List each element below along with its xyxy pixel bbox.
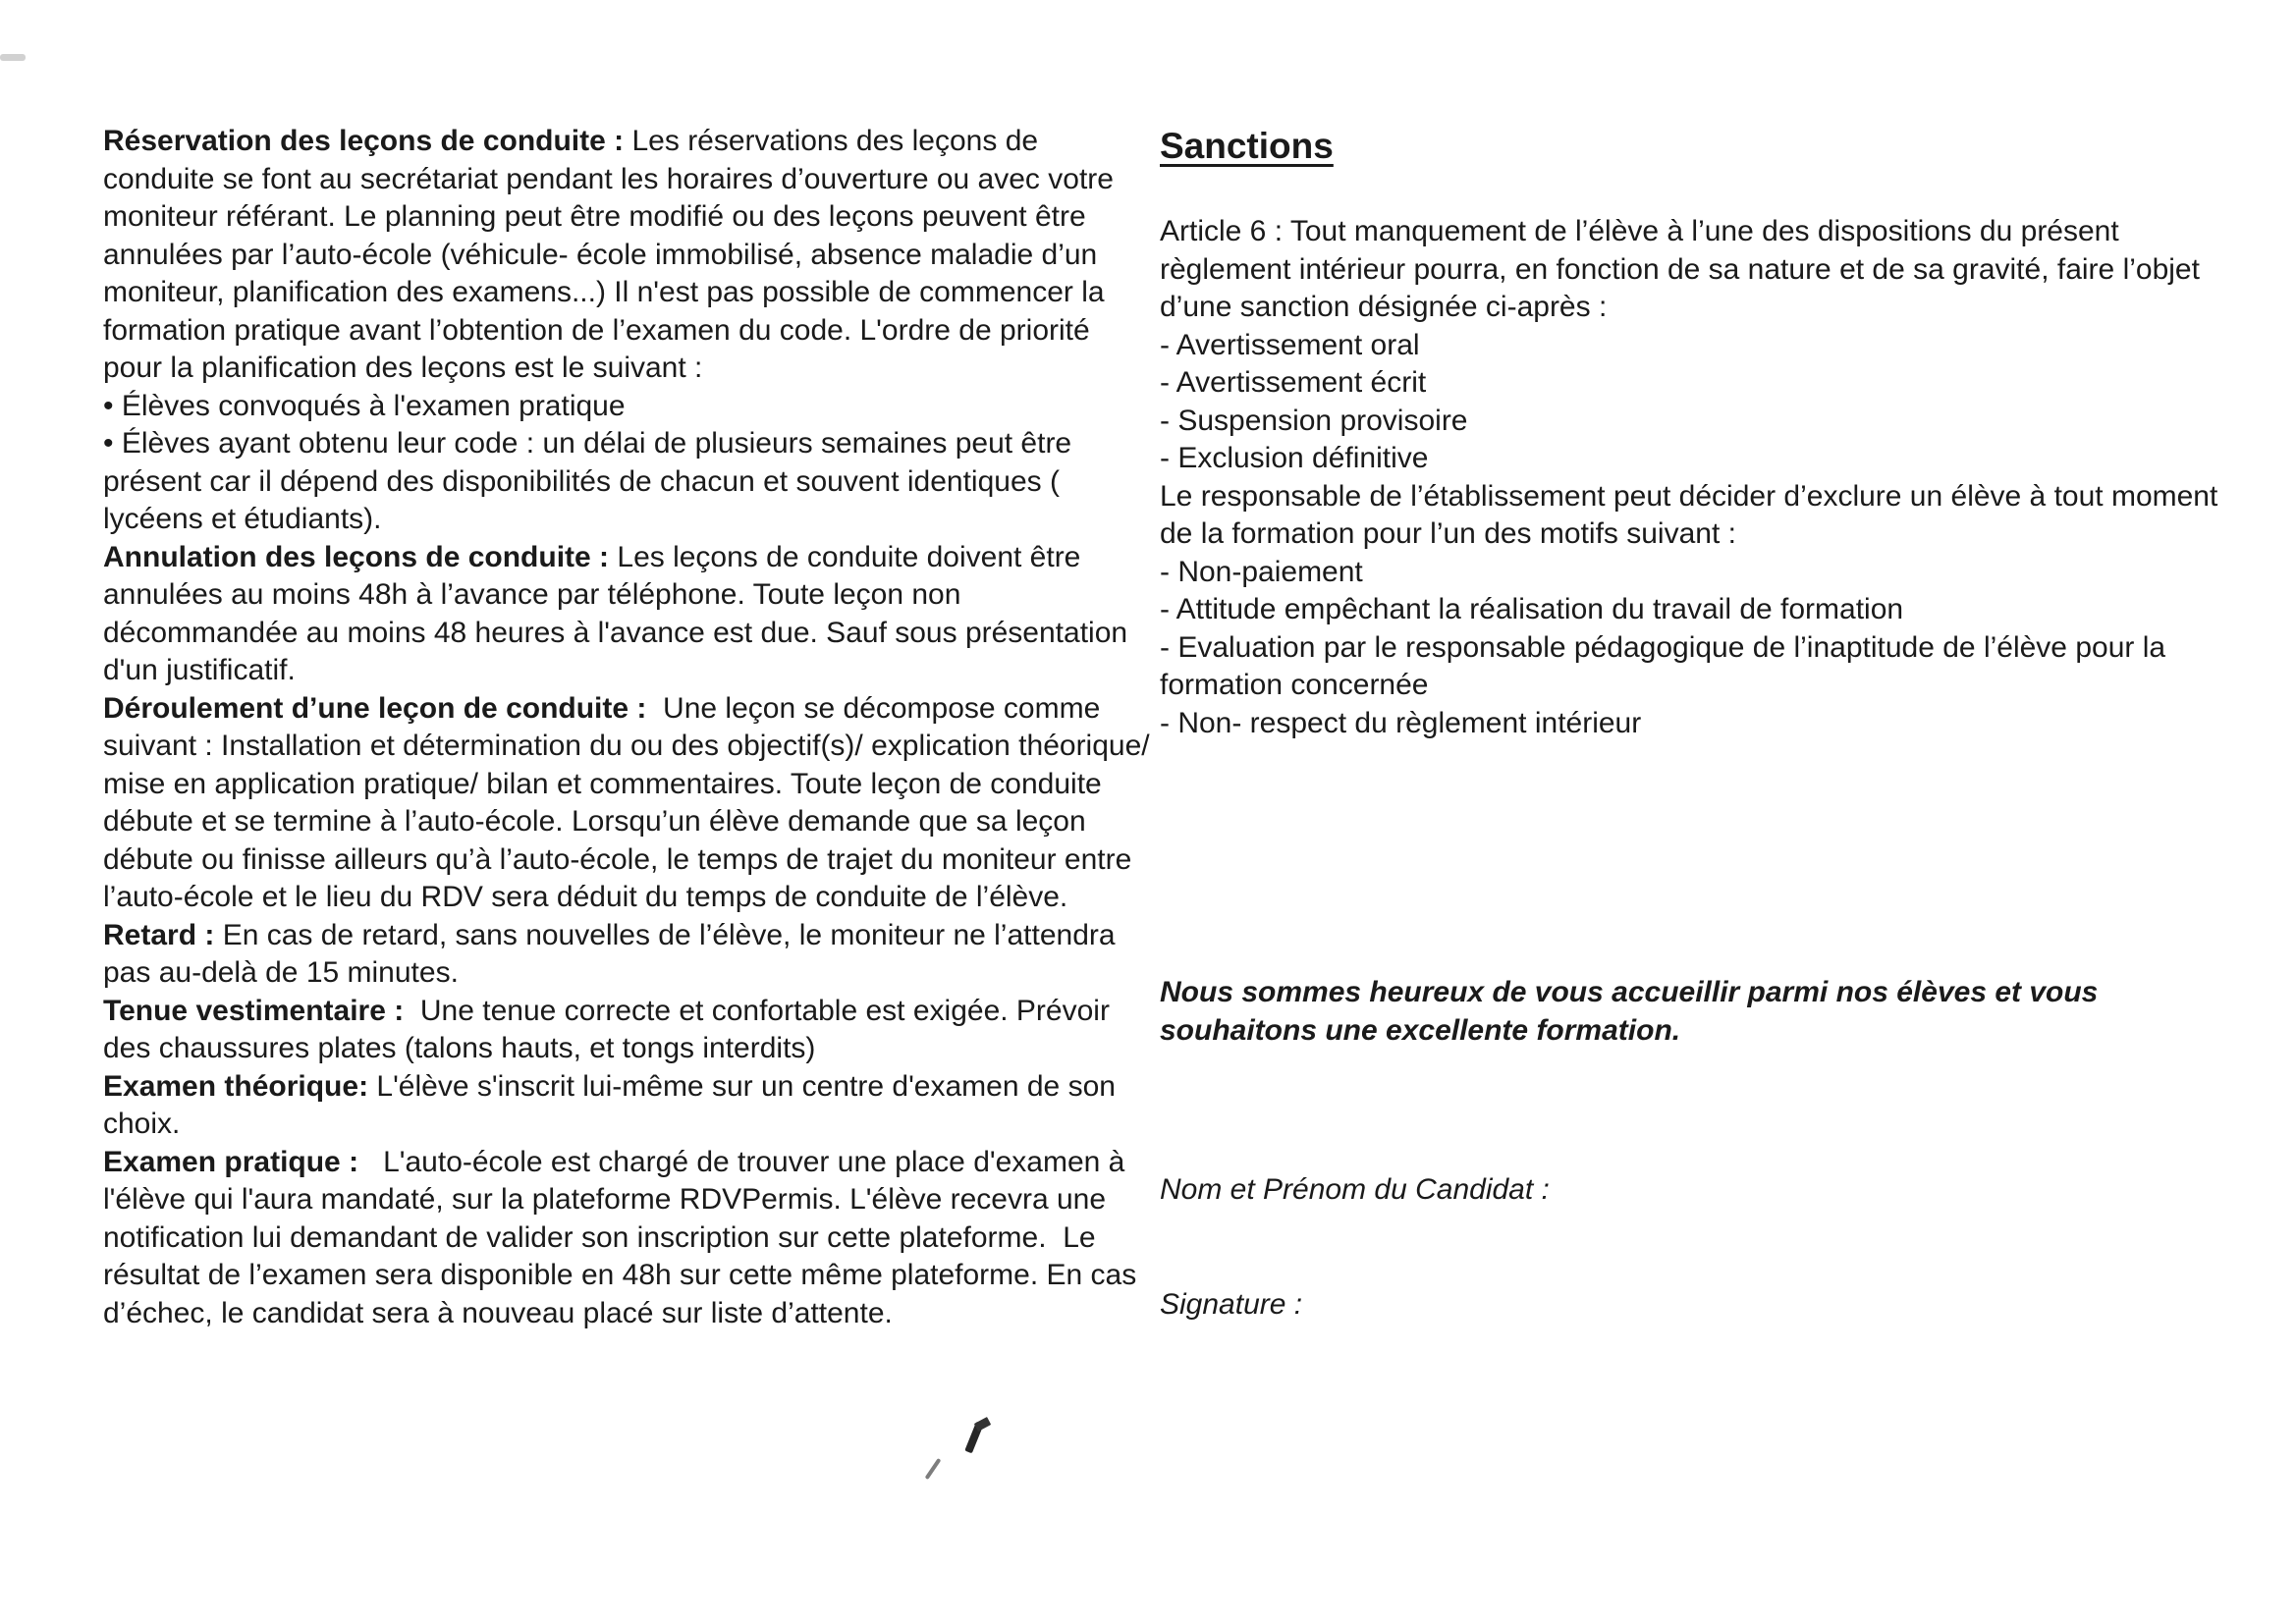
closing-statement: Nous sommes heureux de vous accueillir parmi nos élèves et vous souhaitons une excellente formation.: [1160, 976, 2106, 1047]
sanction-item-exclusion: - Exclusion définitive: [1160, 442, 1429, 474]
sanctions-heading: Sanctions: [1160, 126, 1334, 166]
paragraph-article-6: Article 6 : Tout manquement de l’élève à l’une des dispositions du présent règlement intérieur pourra, en fonction de sa nature et de sa gravité, faire l’objet d’une sanction désignée ci-après :: [1160, 215, 2209, 323]
paragraph-exclusion: Le responsable de l’établissement peut décider d’exclure un élève à tout moment de la formation pour l’un des motifs suivant :: [1160, 479, 2226, 550]
paragraph-annulation: [103, 539, 1154, 690]
paragraph-examen-pratique: [103, 1144, 1154, 1333]
motif-item-non-paiement: - Non-paiement: [1160, 555, 1363, 588]
ink-mark-flag: [974, 1417, 991, 1432]
ink-mark-small: [925, 1458, 942, 1480]
paragraph-examen-pratique-text: L'auto-école est chargé de trouver une place d'examen à l'élève qui l'aura mandaté, sur la plateforme RDVPermis. L'élève recevra une notification lui demandant de valider son inscription sur cette plateforme. Le résultat de l’examen sera disponible en 48h sur cette même plateforme. En cas d’échec, le candidat sera à nouveau placé sur liste d’attente.: [103, 1145, 1145, 1329]
paragraph-deroulement-label: Déroulement d’une leçon de conduite :: [103, 691, 647, 725]
paragraph-examen-theorique: [103, 1068, 1154, 1144]
paragraph-reservation: [103, 123, 1154, 388]
paragraph-reservation-label: Réservation des leçons de conduite :: [103, 125, 625, 157]
sanction-item-ecrit: - Avertissement écrit: [1160, 366, 1427, 399]
sanction-item-suspension: - Suspension provisoire: [1160, 404, 1468, 437]
paragraph-reservation-text: Les réservations des leçons de conduite se font au secrétariat pendant les horaires d’ouverture ou avec votre moniteur référant. Le planning peut être modifié ou des leçons peuvent être annulées par l’auto-école (véhicule- école immobilisé, absence maladie d’un moniteur, planification des examens...) Il n'est pas possible de commencer la formation pratique avant l’obtention de l’examen du code. L'ordre de priorité pour la planification des leçons est le suivant :: [103, 125, 1122, 384]
motif-item-evaluation: - Evaluation par le responsable pédagogique de l’inaptitude de l’élève pour la formation concernée: [1160, 630, 2174, 701]
motif-item-non-respect: - Non- respect du règlement intérieur: [1160, 706, 1642, 739]
paragraph-retard-label: Retard :: [103, 918, 215, 951]
paragraph-retard-text: En cas de retard, sans nouvelles de l’élève, le moniteur ne l’attendra pas au-delà de 15 minutes.: [103, 918, 1123, 989]
left-column: [103, 123, 1158, 1332]
paragraph-tenue: [103, 993, 1154, 1068]
sanction-item-oral: - Avertissement oral: [1160, 328, 1420, 361]
paragraph-examen-theorique-text: L'élève s'inscrit lui-même sur un centre d'examen de son choix.: [103, 1069, 1124, 1140]
bullet-eleves-convoques-text: • Élèves convoqués à l'examen pratique: [103, 389, 626, 422]
paragraph-deroulement: [103, 690, 1158, 917]
scan-artifact-top-left: [0, 54, 26, 61]
candidate-name-label: Nom et Prénom du Candidat :: [1160, 1173, 1550, 1206]
paragraph-deroulement-text: Une leçon se décompose comme suivant : Installation et détermination du ou des objectif(s)/ explication théorique/ mise en application pratique/ bilan et commentaires. Toute leçon de conduite débute et se termine à l’auto-école. Lorsqu’un élève demande que sa leçon débute ou finisse ailleurs qu’à l’auto-école, le temps de trajet du moniteur entre l’auto-école et le lieu du RDV sera déduit du temps de conduite de l’élève.: [103, 691, 1158, 913]
motif-item-attitude: - Attitude empêchant la réalisation du travail de formation: [1160, 593, 1904, 625]
paragraph-annulation-label: Annulation des leçons de conduite :: [103, 540, 610, 573]
paragraph-tenue-label: Tenue vestimentaire :: [103, 994, 405, 1027]
paragraph-annulation-text: Les leçons de conduite doivent être annulées au moins 48h à l’avance par téléphone. Toute leçon non décommandée au moins 48 heures à l'avance est due. Sauf sous présentation d'un justificatif.: [103, 540, 1136, 686]
bullet-eleves-code: [103, 425, 1154, 539]
right-column: [1160, 124, 2225, 1324]
bullet-eleves-code-text: • Élèves ayant obtenu leur code : un délai de plusieurs semaines peut être présent car il dépend des disponibilités de chacun et souvent identiques ( lycéens et étudiants).: [103, 427, 1080, 535]
signature-label: Signature :: [1160, 1287, 1303, 1321]
paragraph-examen-pratique-label: Examen pratique :: [103, 1145, 359, 1178]
paragraph-tenue-text: Une tenue correcte et confortable est exigée. Prévoir des chaussures plates (talons hauts, et tongs interdits): [103, 994, 1119, 1064]
paragraph-retard: [103, 917, 1154, 993]
bullet-eleves-convoques: [103, 388, 1154, 426]
paragraph-examen-theorique-label: Examen théorique:: [103, 1069, 369, 1103]
